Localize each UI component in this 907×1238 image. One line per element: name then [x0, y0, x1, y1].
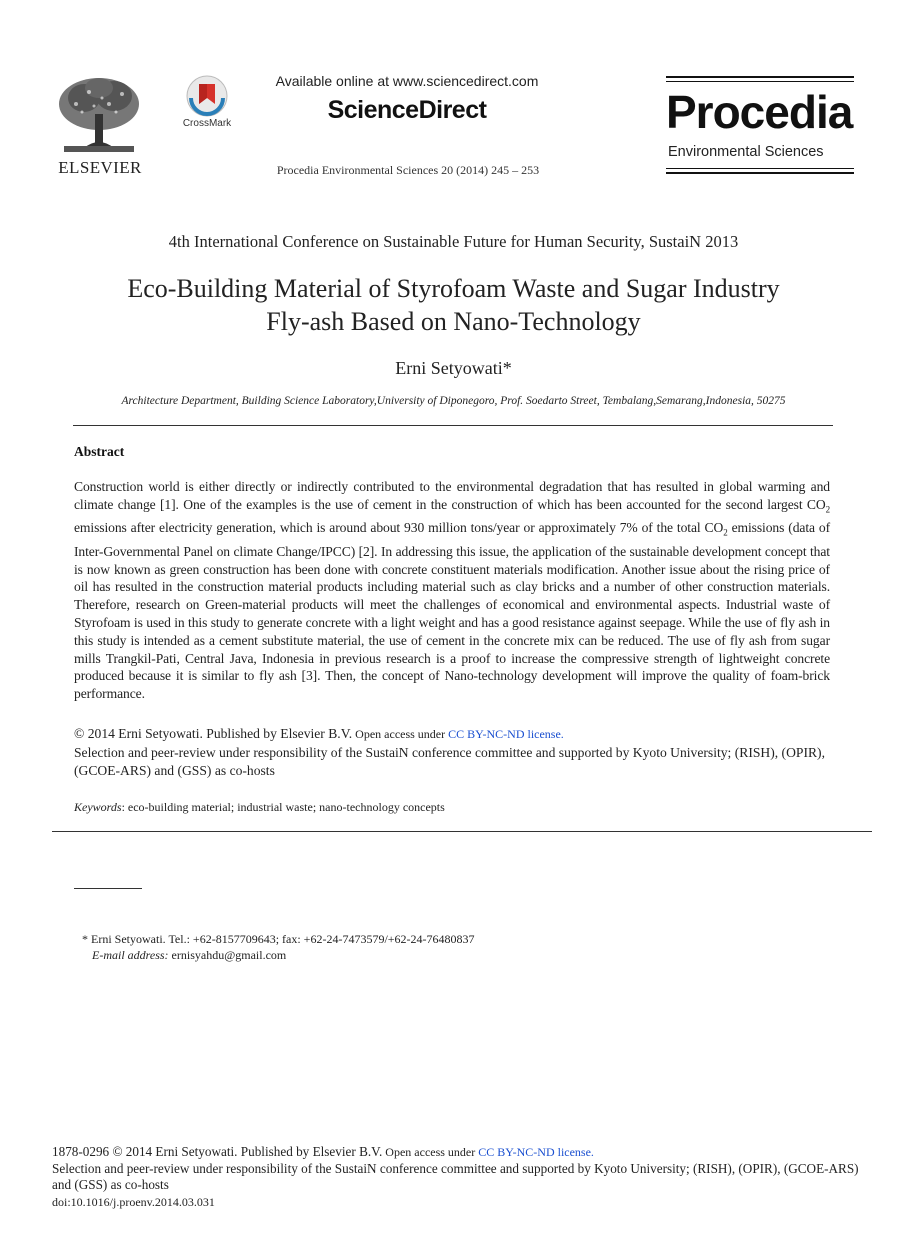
license-link[interactable]: CC BY-NC-ND license.	[478, 1145, 594, 1159]
elsevier-logo[interactable]	[52, 74, 148, 178]
footnote-rule	[74, 888, 142, 889]
bottom-notice	[52, 1144, 872, 1210]
doi[interactable]: doi:10.1016/j.proenv.2014.03.031	[52, 1194, 215, 1209]
procedia-rule	[666, 172, 854, 174]
procedia-rule	[666, 76, 854, 78]
license-link[interactable]: CC BY-NC-ND license.	[448, 727, 564, 741]
abstract-text-3: emissions (data of Inter-Governmental Panel on climate Change/IPCC) [2]. In addressing this issue, the application of the sustainable development concept that is now known as green construction has been done with concrete constituent materials modification. Another issue about the rising price of oil has resulted in the construction material products including material such as clay bricks and a number of other construction materials. Therefore, research on Green-material products will meet the challenges of economical and environmental aspects. Industrial waste of Styrofoam is used in this study to generate concrete with a light weight and has a good resistance against seepage. While the use of fly ash in this study is intended as a cement substitute material, the use of cement in the concrete mix can be reduced. The use of fly ash from sugar mills Trangkil-Pati, Central Java, Indonesia in previous research is a proof to increase the compressive strength of lightweight concrete produced because it is similar to fly ash [3]. Then, the concept of Nano-technology development will improve the quality of foam-brick performance.	[74, 520, 831, 702]
abstract-heading: Abstract	[74, 444, 125, 459]
open-access-text: Open access under	[382, 1145, 479, 1159]
article-title	[60, 272, 847, 338]
crossmark-label: CrossMark	[182, 118, 232, 129]
copyright-notice	[74, 725, 834, 779]
abstract-text-2: emissions after electricity generation, which is around about 930 million tons/year or approximately 7% of the total CO	[74, 520, 724, 536]
peer-review-statement: Selection and peer-review under responsibility of the SustaiN conference committee and supported by Kyoto University; (RISH), (OPIR), (GCOE-ARS) and (GSS) as co-hosts	[52, 1160, 859, 1193]
procedia-rule	[666, 81, 854, 82]
section-divider	[52, 831, 872, 832]
peer-review-statement: Selection and peer-review under responsibility of the SustaiN conference committee and supported by Kyoto University; (RISH), (OPIR), (GCOE-ARS) and (GSS) as co-hosts	[74, 744, 825, 778]
title-line-2: Fly-ash Based on Nano-Technology	[266, 307, 641, 336]
journal-citation: Procedia Environmental Sciences 20 (2014) 245 – 253	[276, 163, 540, 177]
open-access-text: Open access under	[352, 727, 449, 741]
copyright-line: © 2014 Erni Setyowati. Published by Elsevier B.V.	[74, 726, 353, 741]
section-divider	[73, 425, 833, 426]
issn-line: 1878-0296 © 2014 Erni Setyowati. Published by Elsevier B.V.	[52, 1144, 383, 1159]
title-line-1: Eco-Building Material of Styrofoam Waste and Sugar Industry	[127, 274, 780, 303]
elsevier-tree-icon	[54, 74, 144, 158]
author-footnote	[82, 931, 782, 963]
available-online-text: Available online at www.sciencedirect.com	[275, 73, 539, 89]
keywords-text: : eco-building material; industrial waste; nano-technology concepts	[121, 800, 445, 814]
sciencedirect-brand[interactable]: ScienceDirect	[327, 96, 487, 124]
keywords	[74, 800, 445, 815]
abstract-text-1: Construction world is either directly or indirectly contributed to the environmental degradation that has resulted in global warming and climate change [1]. One of the examples is the use of cement in the construction of which has been accounted for the second largest CO	[74, 479, 830, 512]
procedia-subtitle: Environmental Sciences	[668, 144, 824, 160]
footnote-contact: * Erni Setyowati. Tel.: +62-8157709643; fax: +62-24-7473579/+62-24-76480837	[82, 932, 475, 946]
crossmark-icon	[178, 74, 236, 118]
keywords-label: Keywords	[74, 800, 122, 814]
abstract-body	[74, 478, 830, 703]
email-label: E-mail address:	[92, 948, 169, 962]
email-address[interactable]: ernisyahdu@gmail.com	[168, 948, 287, 962]
procedia-rule	[666, 168, 854, 169]
conference-name: 4th International Conference on Sustainable Future for Human Security, SustaiN 2013	[168, 232, 739, 251]
author-affiliation: Architecture Department, Building Science Laboratory,University of Diponegoro, Prof. Soedarto Street, Tembalang,Semarang,Indonesia, 50275	[121, 395, 786, 407]
author-name: Erni Setyowati*	[395, 358, 512, 378]
elsevier-wordmark: ELSEVIER	[58, 158, 142, 177]
crossmark-badge[interactable]	[178, 74, 236, 134]
procedia-logo[interactable]	[666, 76, 854, 176]
co2-subscript: 2	[825, 504, 830, 515]
procedia-wordmark: Procedia	[666, 86, 853, 138]
co2-subscript: 2	[723, 528, 728, 539]
